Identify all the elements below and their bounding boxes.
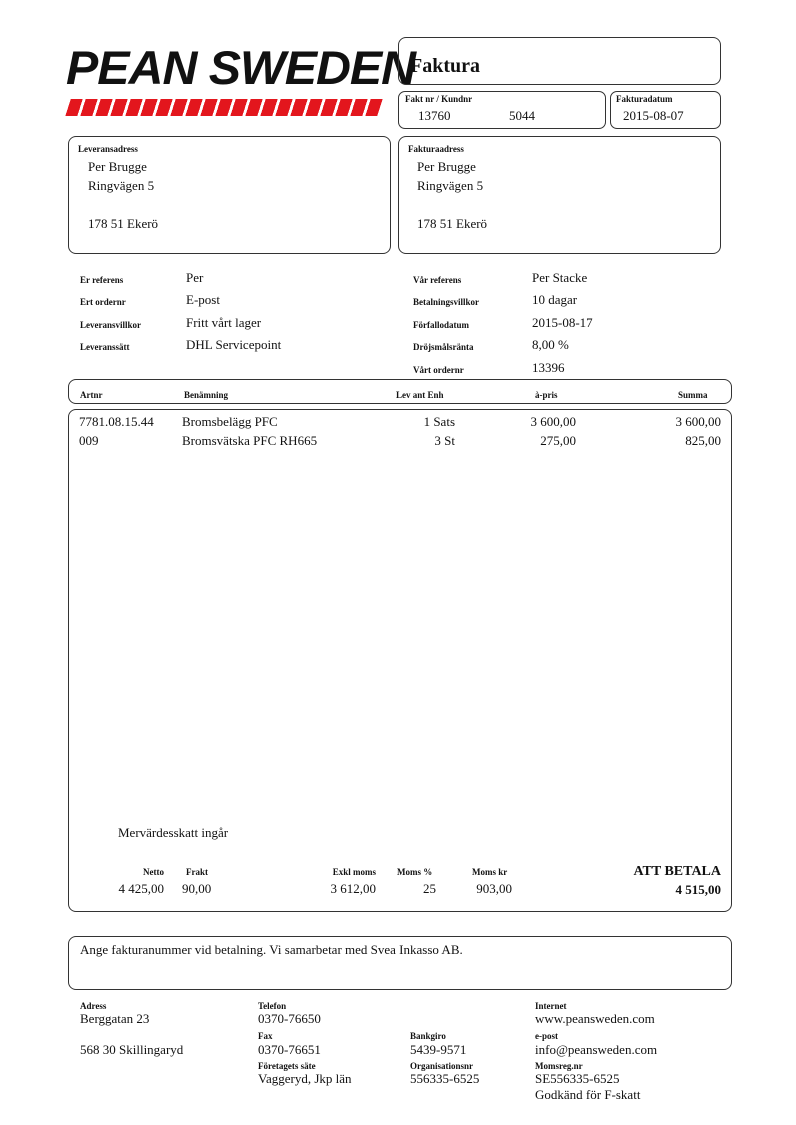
footer-address-label: Adress	[80, 1001, 107, 1011]
penalty-interest-value: 8,00 %	[532, 337, 569, 352]
delivery-address-line: 178 51 Ekerö	[88, 216, 159, 231]
att-betala-value: 4 515,00	[675, 882, 721, 897]
delivery-address	[88, 157, 158, 233]
row-lev: 3 St	[434, 433, 455, 448]
invoice-date: 2015-08-07	[623, 108, 684, 123]
invoice-date-label: Fakturadatum	[616, 94, 673, 104]
delivery-address-line	[88, 195, 158, 214]
billing-address-line	[417, 195, 487, 214]
row-summa: 825,00	[685, 433, 721, 448]
row-summa: 3 600,00	[675, 414, 721, 429]
customer-number: 5044	[509, 108, 535, 123]
footer-internet-label: Internet	[535, 1001, 567, 1011]
payment-terms-value: 10 dagar	[532, 292, 578, 307]
col-header-lev: Lev ant Enh	[396, 390, 444, 400]
col-header-artnr: Artnr	[80, 390, 103, 400]
delivery-address-line: Ringvägen 5	[88, 178, 155, 193]
footer-address-city: 568 30 Skillingaryd	[80, 1042, 184, 1057]
netto-label: Netto	[143, 867, 164, 877]
our-order-label: Vårt ordernr	[413, 365, 464, 375]
footer-vat-reg: SE556335-6525	[535, 1071, 620, 1086]
col-header-benamning: Benämning	[184, 390, 229, 400]
row-apris: 275,00	[540, 433, 576, 448]
row-benamning: Bromsvätska PFC RH665	[182, 433, 318, 448]
billing-address-line: Per Brugge	[417, 159, 476, 174]
footer-email-link[interactable]: info@peansweden.com	[535, 1042, 658, 1057]
moms-pct-value: 25	[423, 881, 436, 896]
billing-address-line: 178 51 Ekerö	[417, 216, 488, 231]
your-reference-label: Er referens	[80, 275, 124, 285]
moms-kr-label: Moms kr	[472, 867, 508, 877]
col-header-apris: à-pris	[535, 390, 558, 400]
logo-stripes	[65, 99, 383, 116]
row-apris: 3 600,00	[530, 414, 576, 429]
billing-address	[417, 157, 487, 233]
col-header-summa: Summa	[678, 390, 708, 400]
footer-vat-reg-label: Momsreg.nr	[535, 1061, 583, 1071]
our-order-value: 13396	[532, 360, 565, 375]
company-logo: PEAN SWEDEN	[66, 41, 416, 94]
payment-terms-label: Betalningsvillkor	[413, 297, 480, 307]
our-reference-label: Vår referens	[413, 275, 462, 285]
footer-fax: 0370-76651	[258, 1042, 321, 1057]
table-row	[0, 433, 796, 453]
footer-address-street: Berggatan 23	[80, 1011, 150, 1026]
footer-email-label: e-post	[535, 1031, 558, 1041]
moms-pct-label: Moms %	[397, 867, 433, 877]
vat-note: Mervärdesskatt ingår	[118, 825, 229, 840]
frakt-label: Frakt	[186, 867, 208, 877]
invoice-number: 13760	[418, 108, 451, 123]
exkl-moms-value: 3 612,00	[330, 881, 376, 896]
billing-address-line: Ringvägen 5	[417, 178, 484, 193]
footer-org-label: Organisationsnr	[410, 1061, 474, 1071]
footer-bankgiro-label: Bankgiro	[410, 1031, 446, 1041]
delivery-terms-value: Fritt vårt lager	[186, 315, 262, 330]
row-benamning: Bromsbelägg PFC	[182, 414, 278, 429]
delivery-method-label: Leveranssätt	[80, 342, 130, 352]
row-artnr: 009	[79, 433, 99, 448]
due-date-value: 2015-08-17	[532, 315, 593, 330]
your-reference-value: Per	[186, 270, 204, 285]
footer-phone-label: Telefon	[258, 1001, 287, 1011]
footer-bankgiro: 5439-9571	[410, 1042, 467, 1057]
row-lev: 1 Sats	[423, 414, 455, 429]
moms-kr-value: 903,00	[476, 881, 512, 896]
penalty-interest-label: Dröjsmålsränta	[413, 342, 474, 352]
delivery-terms-label: Leveransvillkor	[80, 320, 141, 330]
footer-seat: Vaggeryd, Jkp län	[258, 1071, 352, 1086]
invoice-title: Faktura	[410, 55, 480, 77]
att-betala-label: ATT BETALA	[633, 864, 721, 879]
delivery-address-label: Leveransadress	[78, 144, 138, 154]
exkl-moms-label: Exkl moms	[332, 867, 376, 877]
delivery-address-line: Per Brugge	[88, 159, 147, 174]
billing-address-label: Fakturaadress	[408, 144, 464, 154]
footer-website-link[interactable]: www.peansweden.com	[535, 1011, 655, 1026]
due-date-label: Förfallodatum	[413, 320, 469, 330]
your-order-label: Ert ordernr	[80, 297, 126, 307]
invoice-number-label: Fakt nr / Kundnr	[405, 94, 473, 104]
footer-seat-label: Företagets säte	[258, 1061, 316, 1071]
row-artnr: 7781.08.15.44	[79, 414, 154, 429]
netto-value: 4 425,00	[118, 881, 164, 896]
table-row	[0, 414, 796, 434]
footer-fax-label: Fax	[258, 1031, 273, 1041]
your-order-value: E-post	[186, 292, 220, 307]
footer-org: 556335-6525	[410, 1071, 480, 1086]
delivery-method-value: DHL Servicepoint	[186, 337, 282, 352]
frakt-value: 90,00	[182, 881, 212, 896]
footer-fskatt: Godkänd för F-skatt	[535, 1087, 641, 1102]
payment-notice: Ange fakturanummer vid betalning. Vi samarbetar med Svea Inkasso AB.	[80, 942, 463, 957]
footer-phone: 0370-76650	[258, 1011, 321, 1026]
our-reference-value: Per Stacke	[532, 270, 588, 285]
